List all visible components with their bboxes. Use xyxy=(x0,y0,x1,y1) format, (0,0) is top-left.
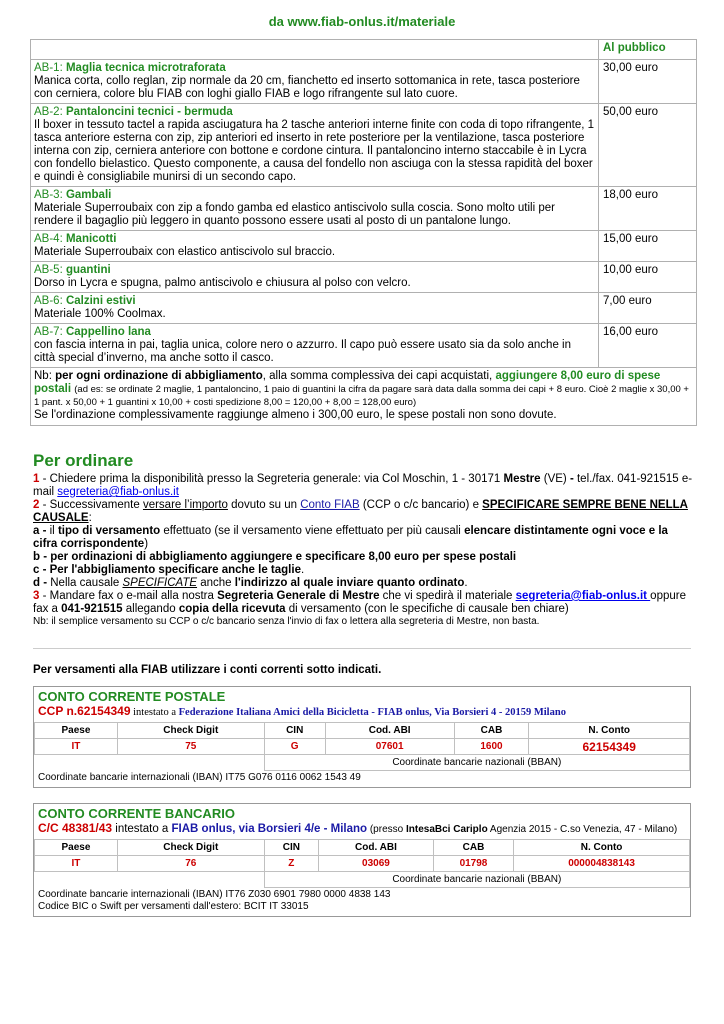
product-row-ab1 xyxy=(31,60,697,104)
site-url: da www.fiab-onlus.it/materiale xyxy=(268,14,456,29)
product-cell xyxy=(31,104,599,187)
step-text: di versamento (con le specifiche di causale ben chiare) xyxy=(285,603,569,615)
item-label: a - xyxy=(33,525,50,537)
note-nb: Nb: xyxy=(34,370,52,382)
product-code: AB-1: xyxy=(34,62,63,74)
cell-value: 07601 xyxy=(325,739,454,755)
shipping-note xyxy=(31,368,697,426)
col-header: Cod. ABI xyxy=(319,840,434,856)
header-empty-cell xyxy=(31,40,599,60)
step-text: dovuto su un xyxy=(227,499,301,511)
step-text: copia della ricevuta xyxy=(178,603,286,615)
item-label: d - xyxy=(33,577,51,589)
product-row-ab7 xyxy=(31,324,697,368)
col-header: Check Digit xyxy=(117,723,264,739)
step-text: allegando xyxy=(122,603,179,615)
product-row-ab6 xyxy=(31,293,697,324)
causale-b: b - per ordinazioni di abbigliamento aggiungere e specificare 8,00 euro per spese postali xyxy=(33,551,517,563)
note-free-shipping: Se l'ordinazione complessivamente raggiunge almeno i 300,00 euro, le spese postali non sono dovute. xyxy=(34,409,557,421)
step-text: - Mandare fax o e-mail alla nostra xyxy=(39,590,218,602)
col-header: Check Digit xyxy=(117,840,264,856)
product-name: Maglia tecnica microtraforata xyxy=(65,62,226,74)
product-row-ab5 xyxy=(31,262,697,293)
product-code: AB-6: xyxy=(34,295,63,307)
col-header: CAB xyxy=(454,723,529,739)
site-url-header xyxy=(0,14,724,29)
item-text: Nella causale xyxy=(50,577,123,589)
cell-value: IT xyxy=(35,856,118,872)
product-desc: Materiale Superroubaix con zip a fondo gamba ed elastico antiscivolo sulla coscia. Sono molto utili per rendere il bagaglio più leggero in quanto possono essere usati al posto di un pantalone lungo. xyxy=(34,202,555,227)
intestato-text: intestato a xyxy=(130,707,179,718)
note-shipping-cost: aggiungere 8,00 euro di spese postali xyxy=(34,370,661,395)
bank-account-box xyxy=(33,803,691,917)
step-text: (CCP o c/c bancario) e xyxy=(359,499,483,511)
cell-value: 03069 xyxy=(319,856,434,872)
col-header: CIN xyxy=(264,723,325,739)
product-desc: Il boxer in tessuto tactel a rapida asciugatura ha 2 tasche anteriori interne finite con coda di topo rifrangente, 1 tasca anteriore esterna con zip, zip anteriori ed inserto in rete posteriore per la ventilazione, tasca posteriore interna con zip, cerniera anteriore con bottone e cordone cintura. Il pantaloncino interno staccabile è in Lycra con fondello bielastico. Questo componente, a causa del fondello non asciuga con la stessa rapidità del boxer e quindi è consigliabile munirsi di un secondo capo. xyxy=(34,119,595,183)
cell-value: Z xyxy=(264,856,318,872)
specificare-text: SPECIFICARE SEMPRE BENE NELLA CAUSALE xyxy=(33,499,688,524)
causale-d xyxy=(33,577,693,590)
conto-fiab-link[interactable]: Conto FIAB xyxy=(300,499,360,511)
product-code: AB-2: xyxy=(34,106,63,118)
table-header-row xyxy=(31,40,697,60)
account-code: C/C 48381/43 xyxy=(38,821,113,835)
step-text: - Chiedere prima la disponibilità presso la Segreteria generale: via Col Moschin, 1 - 30171 xyxy=(39,473,504,485)
product-desc: Dorso in Lycra e spugna, palmo antiscivolo e chiusura al polso con velcro. xyxy=(34,277,411,289)
price-header: Al pubblico xyxy=(599,40,697,60)
postal-account-table xyxy=(34,722,690,771)
product-desc: Manica corta, collo reglan, zip normale da 20 cm, fianchetto ed inserto sottomanica in rete, tasca posteriore con cerniera, colore blu FIAB con loghi giallo FIAB e logo rifrangente sul lato cuore. xyxy=(34,75,580,100)
presso-text: (presso xyxy=(367,824,406,835)
product-row-ab2 xyxy=(31,104,697,187)
cell-value: 1600 xyxy=(454,739,529,755)
email-link-2[interactable]: segreteria@fiab-onlus.it xyxy=(515,590,651,602)
bban-row xyxy=(35,755,690,771)
item-text: ) xyxy=(144,538,149,550)
product-price: 30,00 euro xyxy=(599,60,697,104)
item-text: anche xyxy=(197,577,235,589)
order-step-3 xyxy=(33,590,693,616)
cell-value: 75 xyxy=(117,739,264,755)
iban-bic-block xyxy=(34,888,690,916)
account-holder-line xyxy=(34,704,690,722)
bic-line: Codice BIC o Swift per versamenti dall'estero: BCIT IT 33015 xyxy=(38,901,309,912)
note-example: (ad es: se ordinate 2 maglie, 1 pantaloncino, 1 paio di guantini la cifra da pagare sarà data dalla somma dei capi + 8 euro. Cioè 2 maglie x 30,00 + 1 pant. x 50,00 + 1 guantini x 10,00 + costi spedizione 8,00 = 120,00 + 8,00 = 128,00 euro) xyxy=(34,384,689,408)
step-text: (VE) xyxy=(540,473,570,485)
account-holder-line xyxy=(34,821,690,839)
fax-number: 041-921515 xyxy=(61,603,123,615)
cell-value: 62154349 xyxy=(529,739,690,755)
step-text: Segreteria Generale di Mestre xyxy=(217,590,380,602)
item-text: elencare distintamente ogni voce e la cifra corrispondente xyxy=(33,525,668,550)
shipping-note-row xyxy=(31,368,697,426)
step-number: 1 xyxy=(33,473,40,485)
bban-spacer xyxy=(35,872,265,888)
cell-value: 01798 xyxy=(433,856,513,872)
step-text: oppure fax a xyxy=(33,590,686,615)
product-cell xyxy=(31,60,599,104)
step-text: tel./fax. 041-921515 e-mail xyxy=(33,473,693,498)
step-text: - Successivamente xyxy=(39,499,143,511)
product-name: Calzini estivi xyxy=(65,295,136,307)
product-price: 50,00 euro xyxy=(599,104,697,187)
step-text: che vi spedirà il materiale xyxy=(379,590,516,602)
item-text: SPECIFICATE xyxy=(122,577,198,589)
cell-value: G xyxy=(264,739,325,755)
postal-account-box xyxy=(33,686,691,788)
product-desc: Materiale 100% Coolmax. xyxy=(34,308,166,320)
col-header: CIN xyxy=(264,840,318,856)
product-name: Pantaloncini tecnici - bermuda xyxy=(65,106,233,118)
cell-value: 000004838143 xyxy=(514,856,690,872)
order-nb: Nb: il semplice versamento su CCP o c/c bancario senza l'invio di fax o lettera alla segreteria di Mestre, non basta. xyxy=(33,616,540,627)
product-code: AB-5: xyxy=(34,264,63,276)
colon: : xyxy=(88,512,92,524)
product-code: AB-3: xyxy=(34,189,63,201)
col-header: Paese xyxy=(35,840,118,856)
table-header-row xyxy=(35,840,690,856)
item-text: . xyxy=(464,577,468,589)
cell-value: 76 xyxy=(117,856,264,872)
product-name: Cappellino lana xyxy=(65,326,151,338)
col-header: N. Conto xyxy=(514,840,690,856)
product-row-ab4 xyxy=(31,231,697,262)
order-step-1 xyxy=(33,473,693,499)
item-text: effettuato (se il versamento viene effettuato per più causali xyxy=(160,525,465,537)
bban-spacer xyxy=(35,755,265,771)
versamenti-intro: Per versamenti alla FIAB utilizzare i conti correnti sotto indicati. xyxy=(33,664,382,676)
divider xyxy=(33,648,691,649)
bank-account-table xyxy=(34,839,690,888)
product-cell xyxy=(31,231,599,262)
product-code: AB-7: xyxy=(34,326,63,338)
table-row xyxy=(35,856,690,872)
email-link[interactable]: segreteria@fiab-onlus.it xyxy=(57,486,179,498)
cell-value: IT xyxy=(35,739,118,755)
intestato-text: intestato a xyxy=(112,823,172,835)
order-title: Per ordinare xyxy=(33,451,134,470)
presso-text: Agenzia 2015 - C.so Venezia, 47 - Milano) xyxy=(487,824,678,835)
note-bold: per ogni ordinazione di abbigliamento xyxy=(55,370,263,382)
col-header: N. Conto xyxy=(529,723,690,739)
account-holder: FIAB onlus, via Borsieri 4/e - Milano xyxy=(171,823,368,835)
col-header: Paese xyxy=(35,723,118,739)
product-cell xyxy=(31,324,599,368)
dash: - xyxy=(569,473,574,485)
account-title: CONTO CORRENTE BANCARIO xyxy=(38,806,235,821)
item-text: tipo di versamento xyxy=(57,525,161,537)
bank-name: IntesaBci Cariplo xyxy=(405,824,488,835)
item-text: . xyxy=(300,564,305,576)
product-name: Manicotti xyxy=(65,233,117,245)
product-price: 10,00 euro xyxy=(599,262,697,293)
bban-label: Coordinate bancarie nazionali (BBAN) xyxy=(264,755,689,771)
product-desc: Materiale Superroubaix con elastico antiscivolo sul braccio. xyxy=(34,246,336,258)
product-name: guantini xyxy=(65,264,111,276)
col-header: Cod. ABI xyxy=(325,723,454,739)
versare-text: versare l’importo xyxy=(142,499,228,511)
product-price: 16,00 euro xyxy=(599,324,697,368)
table-header-row xyxy=(35,723,690,739)
step-number: 2 xyxy=(33,499,40,511)
product-name: Gambali xyxy=(65,189,112,201)
item-text: l'indirizzo al quale inviare quanto ordinato xyxy=(234,577,465,589)
bban-label: Coordinate bancarie nazionali (BBAN) xyxy=(264,872,689,888)
product-price: 18,00 euro xyxy=(599,187,697,231)
product-price: 7,00 euro xyxy=(599,293,697,324)
city: Mestre xyxy=(503,473,541,485)
product-cell xyxy=(31,293,599,324)
item-text: il xyxy=(49,525,58,537)
step-number: 3 xyxy=(33,590,40,602)
order-step-2 xyxy=(33,499,693,525)
item-text: c - Per l'abbigliamento specificare anche le taglie xyxy=(33,564,301,576)
account-code: CCP n.62154349 xyxy=(38,704,131,718)
causale-c xyxy=(33,564,693,577)
iban-line: Coordinate bancarie internazionali (IBAN) IT75 G076 0116 0062 1543 49 xyxy=(38,772,361,783)
products-table xyxy=(30,39,697,426)
iban-line: Coordinate bancarie internazionali (IBAN) IT76 Z030 6901 7980 0000 4838 143 xyxy=(38,889,391,900)
note-mid: , alla somma complessiva dei capi acquistati, xyxy=(262,370,493,382)
bban-row xyxy=(35,872,690,888)
product-cell xyxy=(31,187,599,231)
account-title: CONTO CORRENTE POSTALE xyxy=(38,689,226,704)
product-row-ab3 xyxy=(31,187,697,231)
order-section xyxy=(33,447,693,628)
product-price: 15,00 euro xyxy=(599,231,697,262)
product-desc: con fascia interna in pai, taglia unica, colore nero o azzurro. Il capo può essere usato sia da solo anche in città special d’inverno, ma anche sotto il casco. xyxy=(34,339,571,364)
causale-a xyxy=(33,525,693,551)
table-row xyxy=(35,739,690,755)
col-header: CAB xyxy=(433,840,513,856)
account-holder: Federazione Italiana Amici della Bicicletta - FIAB onlus, Via Borsieri 4 - 20159 Milano xyxy=(178,707,566,718)
product-cell xyxy=(31,262,599,293)
product-code: AB-4: xyxy=(34,233,63,245)
